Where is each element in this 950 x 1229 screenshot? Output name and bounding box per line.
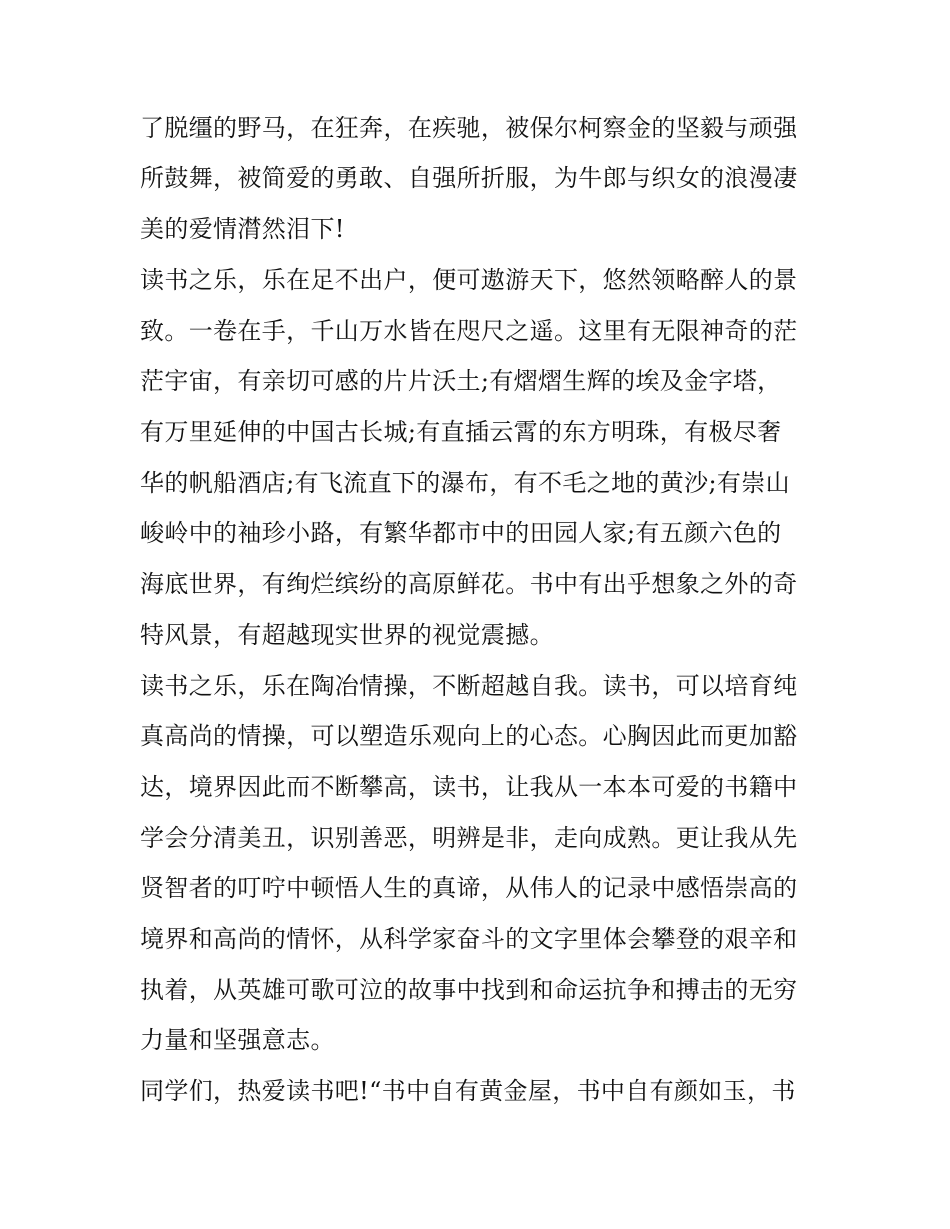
- text-line: 贤智者的叮咛中顿悟人生的真谛，从伟人的记录中感悟崇高的: [140, 874, 798, 902]
- text-line: 特风景，有超越现实世界的视觉震撼。: [140, 621, 554, 649]
- text-line: 所鼓舞，被简爱的勇敢、自强所折服，为牛郎与织女的浪漫凄: [140, 164, 798, 192]
- text-line: 达，境界因此而不断攀高，读书，让我从一本本可爱的书籍中: [140, 773, 798, 801]
- text-line: 峻岭中的袖珍小路，有繁华都市中的田园人家;有五颜六色的: [140, 519, 782, 547]
- text-line: 学会分清美丑，识别善恶，明辨是非，走向成熟。更让我从先: [140, 824, 798, 852]
- text-line: 读书之乐，乐在足不出户，便可遨游天下，悠然领略醉人的景: [140, 266, 798, 294]
- text-line: 有万里延伸的中国古长城;有直插云霄的东方明珠，有极尽奢: [140, 418, 782, 446]
- text-line: 同学们，热爱读书吧!“书中自有黄金屋，书中自有颜如玉，书: [140, 1077, 796, 1105]
- text-line: 了脱缰的野马，在狂奔，在疾驰，被保尔柯察金的坚毅与顽强: [140, 114, 798, 142]
- text-line: 读书之乐，乐在陶冶情操，不断超越自我。读书，可以培育纯: [140, 672, 798, 700]
- text-line: 华的帆船酒店;有飞流直下的瀑布，有不毛之地的黄沙;有崇山: [140, 469, 790, 497]
- text-line: 美的爱情潸然泪下!: [140, 215, 345, 243]
- text-line: 执着，从英雄可歌可泣的故事中找到和命运抗争和搏击的无穷: [140, 976, 798, 1004]
- text-line: 真高尚的情操，可以塑造乐观向上的心态。心胸因此而更加豁: [140, 722, 798, 750]
- text-line: 力量和坚强意志。: [140, 1026, 335, 1054]
- text-line: 境界和高尚的情怀，从科学家奋斗的文字里体会攀登的艰辛和: [140, 925, 798, 953]
- text-line: 茫宇宙，有亲切可感的片片沃土;有熠熠生辉的埃及金字塔，: [140, 367, 782, 395]
- text-line: 海底世界，有绚烂缤纷的高原鲜花。书中有出乎想象之外的奇: [140, 570, 798, 598]
- text-line: 致。一卷在手，千山万水皆在咫尺之遥。这里有无限神奇的茫: [140, 317, 798, 345]
